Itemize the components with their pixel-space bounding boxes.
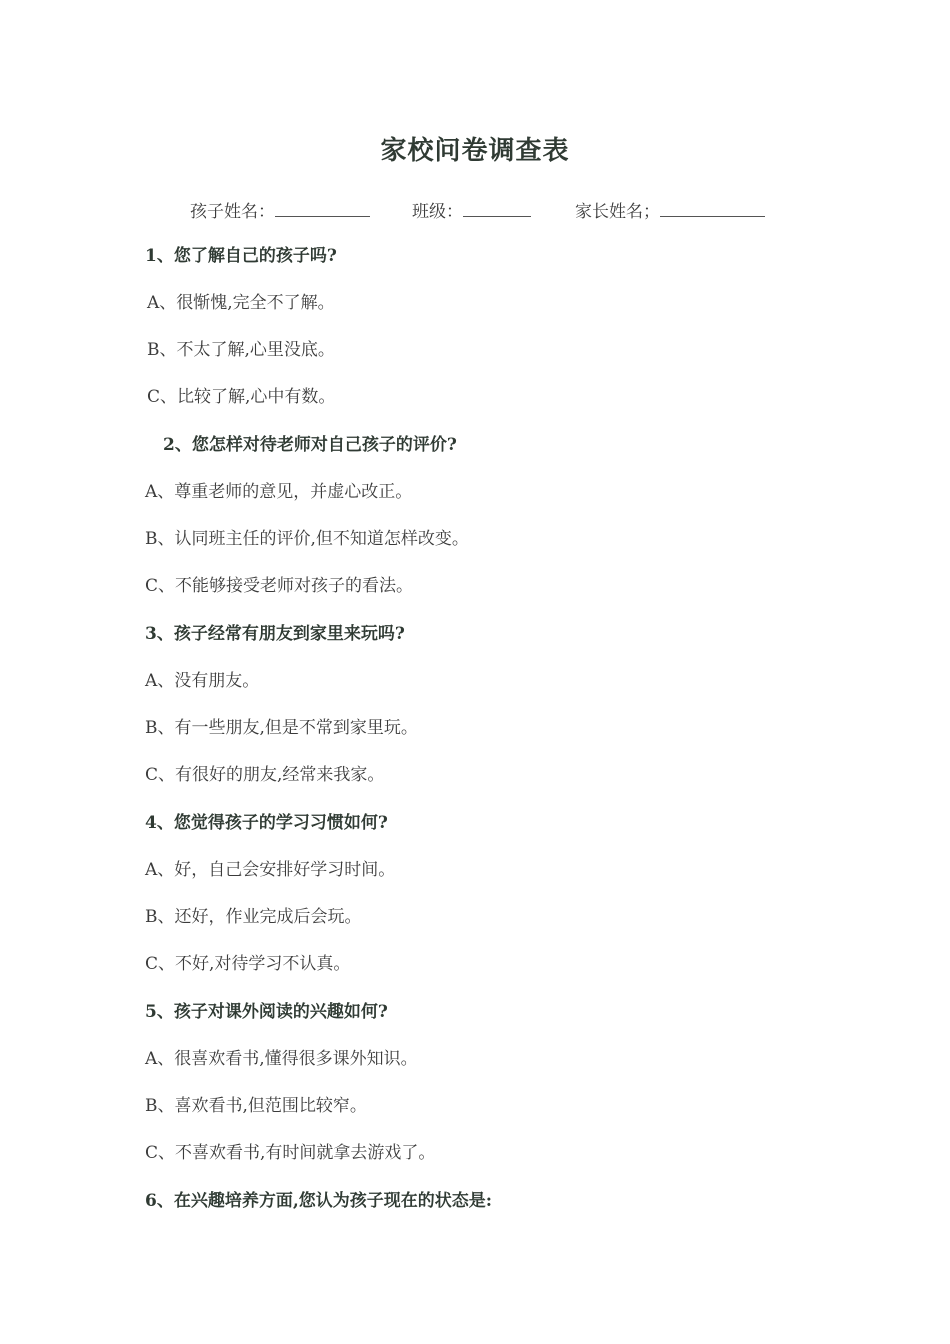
question-text: 5、孩子对课外阅读的兴趣如何?: [145, 1002, 388, 1022]
parent-name-label: 家长姓名；: [575, 202, 660, 222]
option-text: C、比较了解,心中有数。: [147, 387, 336, 407]
option-text: B、有一些朋友,但是不常到家里玩。: [145, 718, 418, 738]
question-text: 2、您怎样对待老师对自己孩子的评价?: [163, 435, 457, 455]
option-text: A、没有朋友。: [145, 671, 260, 691]
option-text: B、还好，作业完成后会玩。: [145, 907, 362, 927]
class-blank: [463, 200, 531, 217]
option-text: A、很惭愧,完全不了解。: [147, 293, 335, 313]
option-text: B、喜欢看书,但范围比较窄。: [145, 1096, 367, 1116]
question-text: 3、孩子经常有朋友到家里来玩吗?: [145, 624, 405, 644]
option-text: B、认同班主任的评价,但不知道怎样改变。: [145, 529, 469, 549]
option-text: C、不好,对待学习不认真。: [145, 954, 351, 974]
class-field: [412, 197, 531, 222]
question-text: 1、您了解自己的孩子吗?: [145, 246, 337, 266]
option-text: C、不喜欢看书,有时间就拿去游戏了。: [145, 1143, 436, 1163]
child-name-label: 孩子姓名：: [190, 202, 275, 222]
option-text: A、好，自己会安排好学习时间。: [145, 860, 396, 880]
option-text: C、有很好的朋友,经常来我家。: [145, 765, 385, 785]
class-label: 班级：: [412, 202, 463, 222]
question-text: 6、在兴趣培养方面,您认为孩子现在的状态是:: [145, 1191, 493, 1211]
child-name-blank: [275, 200, 370, 217]
option-text: A、很喜欢看书,懂得很多课外知识。: [145, 1049, 418, 1069]
parent-name-blank: [660, 200, 765, 217]
option-text: C、不能够接受老师对孩子的看法。: [145, 576, 414, 596]
parent-name-field: [575, 197, 765, 222]
option-text: A、尊重老师的意见，并虚心改正。: [145, 482, 413, 502]
child-name-field: [190, 197, 370, 222]
question-text: 4、您觉得孩子的学习习惯如何?: [145, 813, 388, 833]
page-title: 家校问卷调查表: [380, 136, 570, 166]
respondent-info-row: [190, 197, 810, 225]
option-text: B、不太了解,心里没底。: [147, 340, 335, 360]
